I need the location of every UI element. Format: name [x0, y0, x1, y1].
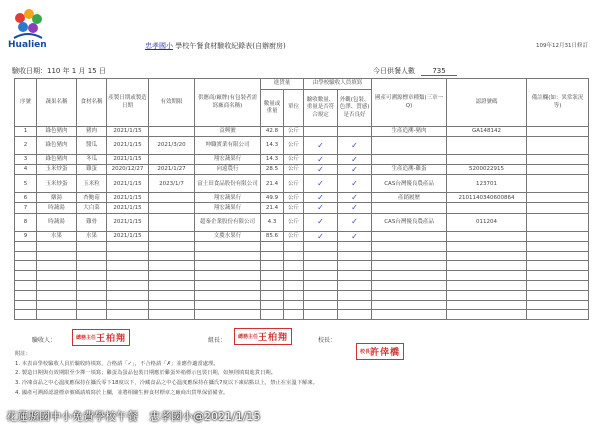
row-cert-type: 生產追溯-豬肉: [372, 127, 447, 137]
table-row: [15, 271, 589, 281]
table-row: [15, 310, 589, 320]
row-expiry: [149, 203, 195, 213]
table-row: [15, 280, 589, 290]
row-remark: [527, 261, 589, 271]
header-check-appearance: 外觀(包裝、色澤、質感)是否良好: [338, 90, 372, 127]
row-check-appearance: [338, 127, 372, 137]
row-remark: [527, 241, 589, 251]
row-veg-name: [37, 261, 77, 271]
row-check-appearance: ✓: [338, 203, 372, 213]
row-unit: 公斤: [284, 164, 304, 174]
row-remark: [527, 164, 589, 174]
row-ingredient: 玉米粒: [77, 175, 107, 193]
row-supplier: [195, 300, 261, 310]
row-cert-no: GA148142: [447, 127, 527, 137]
row-qty: 49.9: [261, 193, 284, 203]
row-cert-no: [447, 136, 527, 154]
row-check-qty: [304, 300, 338, 310]
row-no: 8: [15, 213, 37, 231]
row-cert-no: [447, 203, 527, 213]
note-item: 4. 國產可溯源認證標章號碼請填寫於上欄，並將相關生鮮食材標章之廠商出貨單保留備查。: [15, 389, 229, 396]
row-expiry: [149, 300, 195, 310]
row-expiry: [149, 231, 195, 241]
table-row: [15, 193, 589, 203]
row-no: [15, 290, 37, 300]
row-cert-type: CAS台灣優良農產品: [372, 213, 447, 231]
row-unit: [284, 251, 304, 261]
row-ingredient: [77, 241, 107, 251]
note-item: 1. 本表由學校驗收人員於驗收時填寫，合格請「✓」，不合格請「✗」並應作適當處理。: [15, 360, 219, 367]
row-supplier: [195, 251, 261, 261]
row-unit: 公斤: [284, 213, 304, 231]
row-unit: [284, 261, 304, 271]
row-remark: [527, 310, 589, 320]
row-unit: 公斤: [284, 136, 304, 154]
row-check-appearance: ✓: [338, 164, 372, 174]
row-ingredient: 杏鮑菇: [77, 193, 107, 203]
row-remark: [527, 251, 589, 261]
form-title: 學校午餐食材驗收紀錄表(自辦廚房): [175, 42, 286, 50]
row-remark: [527, 154, 589, 164]
header-ingredient: 食材名稱: [77, 79, 107, 127]
header-check-group: 由學校驗收人員填寫: [304, 79, 372, 90]
row-qty: 85.6: [261, 231, 284, 241]
table-row: [15, 154, 589, 164]
header-production-date: 產製日期或製造日期: [107, 79, 149, 127]
row-expiry: [149, 251, 195, 261]
row-ingredient: [77, 271, 107, 281]
row-remark: [527, 271, 589, 281]
row-unit: 公斤: [284, 231, 304, 241]
row-no: [15, 261, 37, 271]
row-ingredient: [77, 251, 107, 261]
director-stamp: 總務主任王柏翔: [234, 328, 292, 345]
row-ingredient: [77, 290, 107, 300]
row-qty: [261, 300, 284, 310]
row-production-date: [107, 271, 149, 281]
row-veg-name: 綠色豬肉: [37, 127, 77, 137]
notes-heading: 附註：: [15, 351, 31, 357]
check-date: 驗收日期：110 年 1 月 15 日: [12, 67, 106, 75]
row-cert-type: [372, 136, 447, 154]
row-cert-no: [447, 300, 527, 310]
row-cert-type: [372, 154, 447, 164]
row-expiry: [149, 290, 195, 300]
row-qty: 42.8: [261, 127, 284, 137]
row-no: 5: [15, 175, 37, 193]
row-supplier: 益興號: [195, 127, 261, 137]
row-cert-no: 011204: [447, 213, 527, 231]
row-production-date: [107, 251, 149, 261]
row-qty: 21.4: [261, 175, 284, 193]
row-check-qty: ✓: [304, 213, 338, 231]
table-row: [15, 261, 589, 271]
header-no: 序號: [15, 79, 37, 127]
row-cert-no: [447, 290, 527, 300]
row-supplier: [195, 290, 261, 300]
row-cert-no: 5200022915: [447, 164, 527, 174]
row-veg-name: 時蔬湯: [37, 213, 77, 231]
row-no: [15, 271, 37, 281]
row-cert-type: [372, 203, 447, 213]
row-no: [15, 280, 37, 290]
row-qty: [261, 271, 284, 281]
row-check-qty: [304, 271, 338, 281]
row-production-date: 2021/1/15: [107, 154, 149, 164]
row-cert-type: 產銷履歷: [372, 193, 447, 203]
row-no: 1: [15, 127, 37, 137]
row-ingredient: [77, 280, 107, 290]
row-expiry: 2021/1/27: [149, 164, 195, 174]
principal-label: 校長：: [318, 337, 337, 344]
row-cert-type: [372, 241, 447, 251]
row-cert-no: [447, 310, 527, 320]
row-ingredient: 醬瓜: [77, 136, 107, 154]
supply-count: 今日供餐人數 735: [373, 66, 457, 76]
row-no: [15, 251, 37, 261]
row-ingredient: [77, 310, 107, 320]
row-qty: [261, 261, 284, 271]
row-no: 7: [15, 203, 37, 213]
row-cert-type: CAS台灣優良農產品: [372, 175, 447, 193]
table-row: [15, 136, 589, 154]
header-qty: 數量或重量: [261, 90, 284, 127]
header-expiry: 有效期限: [149, 79, 195, 127]
row-cert-type: [372, 231, 447, 241]
notes: [15, 350, 590, 399]
row-cert-no: [447, 154, 527, 164]
row-expiry: [149, 127, 195, 137]
row-supplier: 翔宏蔬果行: [195, 193, 261, 203]
row-qty: [261, 251, 284, 261]
table-row: [15, 241, 589, 251]
row-production-date: [107, 300, 149, 310]
school-name: 忠孝國小: [145, 42, 173, 50]
row-no: 9: [15, 231, 37, 241]
row-veg-name: [37, 271, 77, 281]
table-row: [15, 300, 589, 310]
row-production-date: [107, 241, 149, 251]
table-row: [15, 175, 589, 193]
row-check-qty: ✓: [304, 136, 338, 154]
row-veg-name: 綠色豬肉: [37, 136, 77, 154]
row-veg-name: 玉米炒蛋: [37, 164, 77, 174]
revision-date: 109年12月31日修訂: [536, 43, 588, 49]
row-supplier: 富士田食品股份有限公司: [195, 175, 261, 193]
row-check-appearance: ✓: [338, 193, 372, 203]
row-expiry: [149, 310, 195, 320]
row-ingredient: 冬瓜: [77, 154, 107, 164]
row-qty: [261, 241, 284, 251]
row-expiry: [149, 241, 195, 251]
row-supplier: 文慶水果行: [195, 231, 261, 241]
row-production-date: 2021/1/15: [107, 231, 149, 241]
row-expiry: [149, 280, 195, 290]
row-check-qty: ✓: [304, 175, 338, 193]
row-ingredient: 大白菜: [77, 203, 107, 213]
row-expiry: [149, 271, 195, 281]
row-ingredient: 水果: [77, 231, 107, 241]
row-check-qty: [304, 127, 338, 137]
row-remark: [527, 231, 589, 241]
row-check-qty: [304, 251, 338, 261]
header-veg-name: 蔬果名稱: [37, 79, 77, 127]
row-check-qty: ✓: [304, 203, 338, 213]
row-veg-name: 綠色豬肉: [37, 154, 77, 164]
row-check-appearance: ✓: [338, 136, 372, 154]
row-qty: [261, 290, 284, 300]
row-veg-name: [37, 310, 77, 320]
row-remark: [527, 300, 589, 310]
row-unit: [284, 310, 304, 320]
row-check-qty: ✓: [304, 154, 338, 164]
row-expiry: [149, 261, 195, 271]
row-cert-type: [372, 271, 447, 281]
row-expiry: [149, 154, 195, 164]
row-check-appearance: ✓: [338, 213, 372, 231]
row-veg-name: [37, 241, 77, 251]
inspector-label: 驗收人：: [32, 337, 57, 344]
row-check-appearance: [338, 261, 372, 271]
principal-stamp: 校長許倖橋: [356, 343, 404, 360]
row-supplier: 翔宏蔬果行: [195, 203, 261, 213]
row-cert-no: 2101140340600864: [447, 193, 527, 203]
header-supplier: 供應商/廠牌(有包裝者需寫廠商名稱): [195, 79, 261, 127]
row-expiry: [149, 213, 195, 231]
row-expiry: [149, 193, 195, 203]
row-check-appearance: ✓: [338, 175, 372, 193]
row-qty: 14.3: [261, 154, 284, 164]
row-no: 6: [15, 193, 37, 203]
row-check-qty: [304, 290, 338, 300]
row-check-qty: ✓: [304, 193, 338, 203]
row-production-date: [107, 280, 149, 290]
row-production-date: 2021/1/15: [107, 127, 149, 137]
header-check-qty: 驗收數量、重量是否符合規定: [304, 90, 338, 127]
row-unit: 公斤: [284, 203, 304, 213]
row-unit: [284, 300, 304, 310]
row-production-date: 2020/12/27: [107, 164, 149, 174]
row-veg-name: 玉米炒蛋: [37, 175, 77, 193]
row-unit: [284, 241, 304, 251]
row-remark: [527, 203, 589, 213]
row-no: [15, 300, 37, 310]
row-veg-name: [37, 251, 77, 261]
row-qty: 14.3: [261, 136, 284, 154]
row-unit: [284, 271, 304, 281]
table-row: [15, 164, 589, 174]
logo-text: Hualien: [8, 40, 47, 50]
footer-caption: 花蓮縣國中小免費學校午餐 忠孝國小@2021/1/15: [6, 410, 261, 423]
row-no: [15, 310, 37, 320]
row-supplier: [195, 271, 261, 281]
row-production-date: 2021/1/15: [107, 193, 149, 203]
row-production-date: 2021/1/15: [107, 136, 149, 154]
row-remark: [527, 290, 589, 300]
row-ingredient: 雞蛋: [77, 164, 107, 174]
header-remark: 備註欄(如：異常狀況等): [527, 79, 589, 127]
row-unit: 公斤: [284, 193, 304, 203]
row-no: [15, 241, 37, 251]
table-row: [15, 213, 589, 231]
row-check-qty: [304, 280, 338, 290]
row-check-appearance: [338, 271, 372, 281]
note-item: 2. 製造日期與有效期限至少擇一填寫；雞蛋為蛋品包裝日期應於雞蛋外箱標示包裝日期，如無則填寫進貨日期。: [15, 370, 276, 377]
row-remark: [527, 175, 589, 193]
row-remark: [527, 193, 589, 203]
row-production-date: [107, 261, 149, 271]
row-cert-no: [447, 241, 527, 251]
header-cert-type: 國產可溯源標章種類(三章一Q): [372, 79, 447, 127]
row-veg-name: 水果: [37, 231, 77, 241]
row-cert-type: [372, 290, 447, 300]
header-unit: 單位: [284, 90, 304, 127]
row-check-appearance: [338, 241, 372, 251]
row-check-qty: [304, 261, 338, 271]
row-qty: [261, 280, 284, 290]
row-expiry: 2023/1/7: [149, 175, 195, 193]
row-remark: [527, 127, 589, 137]
row-production-date: 2021/1/15: [107, 175, 149, 193]
row-supplier: [195, 280, 261, 290]
row-remark: [527, 136, 589, 154]
row-no: 2: [15, 136, 37, 154]
row-supplier: 翔宏蔬果行: [195, 154, 261, 164]
row-check-appearance: ✓: [338, 154, 372, 164]
row-unit: [284, 280, 304, 290]
table-row: [15, 290, 589, 300]
row-check-appearance: [338, 280, 372, 290]
row-check-appearance: [338, 251, 372, 261]
row-cert-type: [372, 261, 447, 271]
row-ingredient: [77, 300, 107, 310]
row-unit: 公斤: [284, 127, 304, 137]
row-check-qty: [304, 310, 338, 320]
row-cert-no: [447, 231, 527, 241]
row-expiry: 2021/3/20: [149, 136, 195, 154]
row-check-appearance: [338, 300, 372, 310]
row-remark: [527, 213, 589, 231]
table-row: [15, 231, 589, 241]
row-production-date: 2021/1/15: [107, 213, 149, 231]
row-cert-no: 123701: [447, 175, 527, 193]
row-cert-no: [447, 251, 527, 261]
row-qty: 28.5: [261, 164, 284, 174]
table-row: [15, 251, 589, 261]
row-no: 3: [15, 154, 37, 164]
row-cert-type: 生產追溯-雞蛋: [372, 164, 447, 174]
row-production-date: 2021/1/15: [107, 203, 149, 213]
header-cert-no: 認證號碼: [447, 79, 527, 127]
row-supplier: [195, 310, 261, 320]
table-row: [15, 203, 589, 213]
row-supplier: [195, 261, 261, 271]
inspection-table: [14, 78, 589, 320]
row-ingredient: [77, 261, 107, 271]
note-item: 3. 冷凍食品之中心溫度應保持在攝氏零下18度以下，冷藏食品之中心溫度應保持在攝氏7度以下凍結點以上，禁止在室溫下解凍。: [15, 380, 318, 387]
row-no: 4: [15, 164, 37, 174]
row-cert-no: [447, 271, 527, 281]
row-production-date: [107, 310, 149, 320]
row-cert-type: [372, 251, 447, 261]
header-supply-group: 進貨量: [261, 79, 304, 90]
row-veg-name: 時蔬湯: [37, 203, 77, 213]
row-check-qty: [304, 241, 338, 251]
row-remark: [527, 280, 589, 290]
row-cert-type: [372, 310, 447, 320]
row-supplier: [195, 241, 261, 251]
director-label: 組長：: [208, 337, 227, 344]
row-ingredient: 雞骨: [77, 213, 107, 231]
row-veg-name: [37, 280, 77, 290]
row-cert-no: [447, 261, 527, 271]
row-qty: [261, 310, 284, 320]
row-supplier: 向遠農行: [195, 164, 261, 174]
row-cert-no: [447, 280, 527, 290]
inspector-stamp: 總務主任王柏翔: [72, 329, 130, 346]
row-veg-name: [37, 290, 77, 300]
row-check-appearance: ✓: [338, 231, 372, 241]
row-cert-type: [372, 300, 447, 310]
row-veg-name: 燉湯: [37, 193, 77, 203]
row-check-qty: ✓: [304, 164, 338, 174]
row-veg-name: [37, 300, 77, 310]
row-qty: 21.4: [261, 203, 284, 213]
table-row: [15, 127, 589, 137]
table-body: [15, 127, 589, 320]
row-supplier: 坤職實業有限公司: [195, 136, 261, 154]
page-title: [145, 41, 286, 51]
row-unit: 公斤: [284, 175, 304, 193]
row-production-date: [107, 290, 149, 300]
row-unit: [284, 290, 304, 300]
row-ingredient: 豬肉: [77, 127, 107, 137]
row-check-appearance: [338, 290, 372, 300]
row-check-appearance: [338, 310, 372, 320]
row-supplier: 超秦企業股份有限公司: [195, 213, 261, 231]
row-unit: 公斤: [284, 154, 304, 164]
row-check-qty: ✓: [304, 231, 338, 241]
row-qty: 4.3: [261, 213, 284, 231]
row-cert-type: [372, 280, 447, 290]
